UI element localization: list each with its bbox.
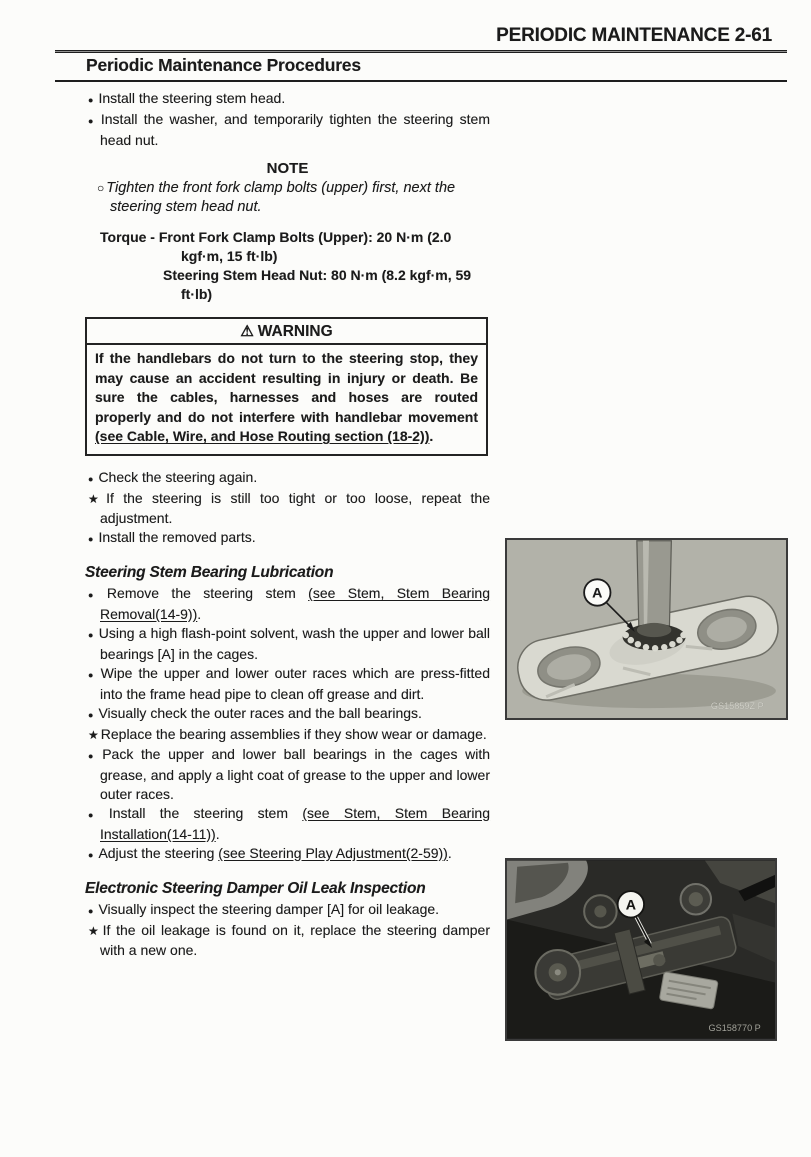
left-fork-cap-bolt	[555, 969, 561, 975]
cross-reference-link[interactable]: (see Stem, Stem Bearing Installation(14-11))	[100, 804, 491, 842]
list-item-text: Using a high flash-point solvent, wash the upper and lower ball bearings [A] in the cages.	[98, 624, 491, 662]
page-header: PERIODIC MAINTENANCE 2-61	[496, 25, 772, 46]
warning-text-end: .	[429, 428, 434, 444]
list-item	[85, 584, 490, 624]
torque-line	[85, 228, 490, 266]
torque-value: Front Fork Clamp Bolts (Upper): 20 N·m (2.0 kgf·m, 15 ft·lb)	[158, 229, 452, 264]
bullet-marker: ●	[88, 809, 104, 820]
text-column	[85, 89, 490, 960]
item-text-end: .	[215, 825, 220, 842]
list-item	[85, 89, 490, 110]
list-item	[85, 528, 490, 549]
list-item	[85, 468, 490, 489]
list-item-text	[98, 845, 451, 861]
torque-label: Torque -	[100, 229, 159, 245]
bullet-marker: ●	[88, 669, 96, 680]
list-item	[85, 804, 490, 844]
list-item-text: Check the steering again.	[98, 468, 258, 485]
list-item-text: Install the washer, and temporarily tighten the steering stem head nut.	[100, 111, 491, 148]
list-item-text: If the oil leakage is found on it, replace the steering damper with a new one.	[100, 921, 490, 958]
cross-reference-link[interactable]: (see Stem, Stem Bearing Removal(14-9))	[100, 584, 491, 622]
title-rule	[55, 80, 787, 82]
photo-watermark: GS15859Z P	[710, 701, 764, 712]
list-item	[85, 624, 490, 664]
item-text-end: .	[447, 844, 452, 861]
bullet-marker: ●	[88, 589, 102, 600]
star-marker: ★	[88, 491, 105, 506]
bullet-marker: ●	[88, 473, 94, 484]
bolt	[653, 954, 665, 966]
list-item	[85, 900, 490, 921]
list-item-text: Visually check the outer races and the ball bearings.	[98, 704, 422, 721]
bullet-list	[85, 468, 490, 549]
list-item	[85, 110, 490, 150]
item-text: Adjust the steering	[98, 844, 219, 861]
note-text: Tighten the front fork clamp bolts (upper) first, next the steering stem head nut.	[106, 180, 456, 215]
warning-body	[87, 345, 486, 454]
list-item-text: If the steering is still too tight or too loose, repeat the adjustment.	[100, 489, 490, 526]
item-text: Remove the steering stem	[106, 584, 309, 601]
cross-reference-link[interactable]: (see Steering Play Adjustment(2-59))	[218, 844, 448, 861]
callout-a-label: A	[625, 897, 636, 914]
callout-a-label: A	[592, 585, 603, 602]
bullet-marker: ●	[88, 533, 94, 544]
torque-line	[85, 266, 490, 304]
bullet-marker: ●	[88, 629, 94, 640]
bullet-marker: ●	[88, 709, 94, 720]
list-item-text: Replace the bearing assemblies if they show wear or damage.	[100, 725, 487, 742]
section-heading-electronic-steering-damper-oil-leak-inspection: Electronic Steering Damper Oil Leak Inspection	[85, 879, 426, 897]
list-item-text: Wipe the upper and lower outer races which are press-fitted into the frame head pipe to clean off grease and dirt.	[100, 664, 491, 702]
bullet-marker: ●	[88, 750, 98, 761]
circle-marker: ○	[97, 181, 105, 195]
list-item	[85, 704, 490, 725]
list-item-text: Install the removed parts.	[98, 528, 256, 545]
figure-steering-damper-photo	[505, 858, 777, 1041]
list-item-text	[100, 805, 490, 842]
warning-text: If the handlebars do not turn to the steering stop, they may cause an accident resulting in injury or death. Be sure the cables, harnesses and hoses are routed properly and do not interfere with handlebar movement	[95, 350, 478, 425]
photo-watermark: GS158770 P	[708, 1023, 761, 1034]
steering-stem-tube	[637, 541, 671, 632]
bullet-marker: ●	[88, 905, 94, 916]
page-title: Periodic Maintenance Procedures	[86, 55, 361, 75]
list-item	[85, 725, 490, 745]
bullet-marker: ●	[88, 95, 94, 105]
stem-nut-inner	[689, 892, 703, 906]
list-item	[85, 844, 490, 865]
item-text: Install the steering stem	[108, 804, 303, 821]
list-item	[85, 489, 490, 528]
list-item-text: Pack the upper and lower ball bearings in the cages with grease, and apply a light coat of grease to the upper and lower outer races.	[100, 745, 491, 802]
torque-value: Steering Stem Head Nut: 80 N·m (8.2 kgf·m, 59 ft·lb)	[163, 267, 472, 302]
bullet-marker: ●	[88, 849, 94, 860]
list-item-text: Install the steering stem head.	[98, 90, 286, 106]
steering-stem-illustration	[507, 540, 786, 718]
bullet-list	[85, 900, 490, 960]
list-item-text: Visually inspect the steering damper [A] for oil leakage.	[98, 900, 440, 917]
list-item-text	[100, 585, 490, 622]
cross-reference-link[interactable]: (see Cable, Wire, and Hose Routing section (18-2))	[95, 428, 430, 444]
note-title: NOTE	[266, 160, 309, 177]
reservoir-cap-inner	[594, 905, 606, 917]
note-item	[85, 179, 490, 217]
list-item	[85, 664, 490, 704]
torque-spec	[85, 228, 490, 304]
steering-damper-illustration	[507, 860, 775, 1039]
figure-steering-stem-bearing-photo	[505, 538, 788, 720]
list-item	[85, 921, 490, 960]
warning-title	[87, 319, 486, 345]
header-rule	[55, 50, 787, 53]
warning-triangle-icon: ⚠	[240, 323, 254, 340]
star-marker: ★	[88, 923, 101, 938]
warning-title-text: WARNING	[257, 323, 333, 340]
item-text-end: .	[197, 605, 202, 622]
bearing-cone	[637, 623, 671, 637]
section-heading-steering-stem-bearing-lubrication: Steering Stem Bearing Lubrication	[85, 563, 334, 581]
bullet-marker: ●	[88, 116, 96, 126]
star-marker: ★	[88, 727, 99, 742]
bullet-list	[85, 584, 490, 865]
warning-box	[85, 317, 488, 456]
list-item	[85, 745, 490, 804]
